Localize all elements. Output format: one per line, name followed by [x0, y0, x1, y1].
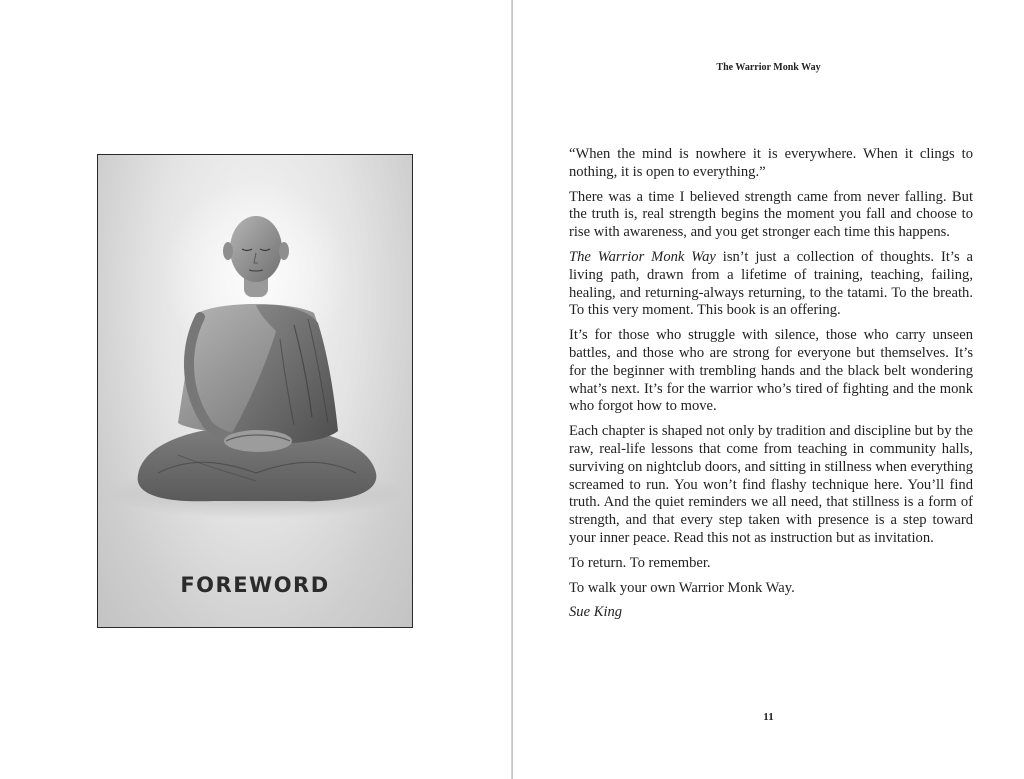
running-head: The Warrior Monk Way — [716, 62, 821, 73]
book-title-italic: The Warrior Monk Way — [569, 248, 716, 265]
paragraph-text: isn’t just a collection of thoughts. It’s a living path, drawn from a lifetime of training, teaching, failing, healing, and returning-always returning, to the tatami. To the breath. To this very moment. This book is an offering. — [569, 248, 973, 319]
foreword-plate — [97, 154, 413, 628]
paragraph: To walk your own Warrior Monk Way. — [569, 579, 795, 596]
paragraph: It’s for those who struggle with silence, those who carry unseen battles, and those who are strong for everyone but themselves. It’s for the beginner with trembling hands and the black belt wondering what’s next. It’s for the warrior who’s tired of fighting and the monk who forgot how to move. — [569, 327, 973, 415]
paragraph — [569, 249, 973, 320]
meditating-monk-illustration — [98, 155, 413, 628]
page-number: 11 — [763, 711, 774, 723]
paragraph: To return. To remember. — [569, 554, 711, 571]
paragraph: Each chapter is shaped not only by tradition and discipline but by the raw, real-life lessons that come from teaching in community halls, surviving on nightclub doors, and sitting in stillness when everything screamed to run. You won’t find flashy technique here. You’ll find truth. And the quiet reminders we all need, that stillness is a form of strength, and that every step taken with presence is a step toward your inner peace. Read this not as instruction but as invitation. — [569, 423, 973, 546]
foreword-caption: FOREWORD — [180, 573, 330, 597]
paragraph: There was a time I believed strength came from never falling. But the truth is, real strength begins the moment you fall and choose to rise with awareness, and you get stronger each time this happens. — [569, 188, 973, 241]
foreword-body — [569, 146, 973, 629]
signature — [569, 604, 973, 622]
signature-name: Sue King — [569, 604, 623, 621]
left-page — [0, 0, 511, 779]
paragraph: “When the mind is nowhere it is everywhere. When it clings to nothing, it is open to everything.” — [569, 146, 973, 180]
